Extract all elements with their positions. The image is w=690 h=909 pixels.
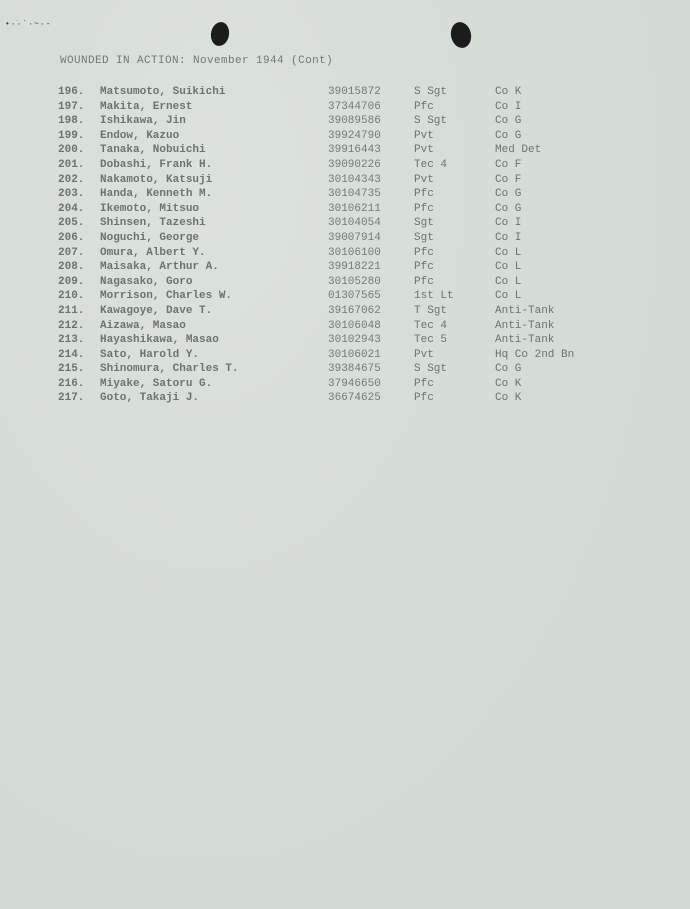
rank: 1st Lt [414,290,454,303]
roster-row [58,129,658,144]
soldier-name: Shinomura, Charles T. [100,363,239,376]
roster-row [58,333,658,348]
rank: S Sgt [414,115,448,128]
entry-number: 196. [58,86,85,98]
entry-number: 197. [58,100,85,113]
roster-row [58,391,658,406]
entry-number: 215. [58,363,85,376]
header-period: November 1944 (Cont) [193,55,334,67]
rank: Pfc [414,188,434,201]
rank: Pfc [414,275,434,288]
entry-number: 198. [58,115,85,128]
unit: Co K [495,392,522,405]
soldier-name: Maisaka, Arthur A. [100,261,219,274]
entry-number: 211. [58,304,85,317]
serial-number: 01307565 [328,290,381,303]
soldier-name: Nakamoto, Katsuji [100,173,213,186]
entry-number: 205. [58,217,85,230]
unit: Co L [495,275,522,288]
entry-number: 207. [58,246,85,259]
rank: Pvt [414,173,434,186]
entry-number: 202. [58,173,85,186]
unit: Co I [495,217,522,230]
serial-number: 36674625 [328,392,381,405]
unit: Co G [495,202,522,215]
punch-hole-left [209,21,231,48]
roster-row [58,319,658,334]
roster-row [58,173,658,188]
entry-number: 217. [58,392,85,405]
rank: S Sgt [414,363,448,376]
rank: Pvt [414,129,434,142]
unit: Co L [495,246,522,259]
soldier-name: Ikemoto, Mitsuo [100,202,200,215]
serial-number: 39167062 [328,304,381,317]
rank: Sgt [414,217,434,230]
serial-number: 30105280 [328,275,381,288]
serial-number: 37344706 [328,100,381,113]
serial-number: 39924790 [328,129,381,142]
soldier-name: Matsumoto, Suikichi [100,86,226,98]
soldier-name: Dobashi, Frank H. [100,158,213,171]
entry-number: 199. [58,129,85,142]
unit: Anti-Tank [495,334,555,347]
page-header [60,55,333,67]
serial-number: 30102943 [328,334,381,347]
soldier-name: Aizawa, Masao [100,319,186,332]
rank: Pvt [414,144,434,157]
soldier-name: Morrison, Charles W. [100,290,233,303]
entry-number: 206. [58,231,85,244]
roster-row [58,158,658,173]
rank: Sgt [414,231,434,244]
margin-marks: •·͘·`·~·- [5,20,52,29]
unit: Co G [495,188,522,201]
unit: Co I [495,100,522,113]
roster-row [58,114,658,129]
serial-number: 37946650 [328,377,381,390]
unit: Co L [495,290,522,303]
rank: T Sgt [414,304,448,317]
entry-number: 201. [58,158,85,171]
entry-number: 216. [58,377,85,390]
serial-number: 39089586 [328,115,381,128]
unit: Co G [495,115,522,128]
serial-number: 39918221 [328,261,381,274]
unit: Med Det [495,144,542,157]
soldier-name: Ishikawa, Jin [100,115,186,128]
unit: Co G [495,363,522,376]
roster-row [58,377,658,392]
soldier-name: Shinsen, Tazeshi [100,217,206,230]
unit: Co I [495,231,522,244]
serial-number: 30106211 [328,202,381,215]
entry-number: 200. [58,144,85,157]
roster-row [58,260,658,275]
entry-number: 212. [58,319,85,332]
serial-number: 30104735 [328,188,381,201]
unit: Anti-Tank [495,304,555,317]
rank: S Sgt [414,86,448,98]
roster-row [58,275,658,290]
serial-number: 30106100 [328,246,381,259]
rank: Tec 4 [414,158,448,171]
serial-number: 39384675 [328,363,381,376]
soldier-name: Hayashikawa, Masao [100,334,219,347]
roster-row [58,143,658,158]
roster-row [58,216,658,231]
rank: Pfc [414,100,434,113]
header-title: WOUNDED IN ACTION: [60,55,187,67]
unit: Hq Co 2nd Bn [495,348,575,361]
roster-row [58,100,658,115]
unit: Co K [495,86,522,98]
entry-number: 203. [58,188,85,201]
soldier-name: Makita, Ernest [100,100,193,113]
soldier-name: Endow, Kazuo [100,129,180,142]
serial-number: 30106021 [328,348,381,361]
roster-row [58,348,658,363]
roster-row [58,187,658,202]
soldier-name: Omura, Albert Y. [100,246,206,259]
rank: Pfc [414,377,434,390]
roster-row [58,85,658,100]
entry-number: 210. [58,290,85,303]
rank: Pfc [414,261,434,274]
roster-row [58,202,658,217]
soldier-name: Nagasako, Goro [100,275,193,288]
unit: Co G [495,129,522,142]
soldier-name: Noguchi, George [100,231,200,244]
roster-row [58,304,658,319]
unit: Co L [495,261,522,274]
serial-number: 30106048 [328,319,381,332]
serial-number: 39090226 [328,158,381,171]
entry-number: 213. [58,334,85,347]
unit: Co K [495,377,522,390]
entry-number: 208. [58,261,85,274]
rank: Pfc [414,202,434,215]
rank: Pfc [414,246,434,259]
roster-row [58,231,658,246]
rank: Tec 5 [414,334,448,347]
serial-number: 30104054 [328,217,381,230]
roster-row [58,362,658,377]
rank: Pfc [414,392,434,405]
soldier-name: Handa, Kenneth M. [100,188,213,201]
rank: Tec 4 [414,319,448,332]
roster-row [58,289,658,304]
casualty-roster [58,85,658,406]
punch-hole-right [449,20,474,50]
entry-number: 214. [58,348,85,361]
rank: Pvt [414,348,434,361]
unit: Co F [495,158,522,171]
roster-row [58,246,658,261]
serial-number: 30104343 [328,173,381,186]
unit: Anti-Tank [495,319,555,332]
soldier-name: Miyake, Satoru G. [100,377,213,390]
soldier-name: Sato, Harold Y. [100,348,200,361]
serial-number: 39916443 [328,144,381,157]
serial-number: 39015872 [328,86,381,98]
soldier-name: Kawagoye, Dave T. [100,304,213,317]
soldier-name: Goto, Takaji J. [100,392,200,405]
serial-number: 39007914 [328,231,381,244]
soldier-name: Tanaka, Nobuichi [100,144,206,157]
unit: Co F [495,173,522,186]
entry-number: 209. [58,275,85,288]
entry-number: 204. [58,202,85,215]
